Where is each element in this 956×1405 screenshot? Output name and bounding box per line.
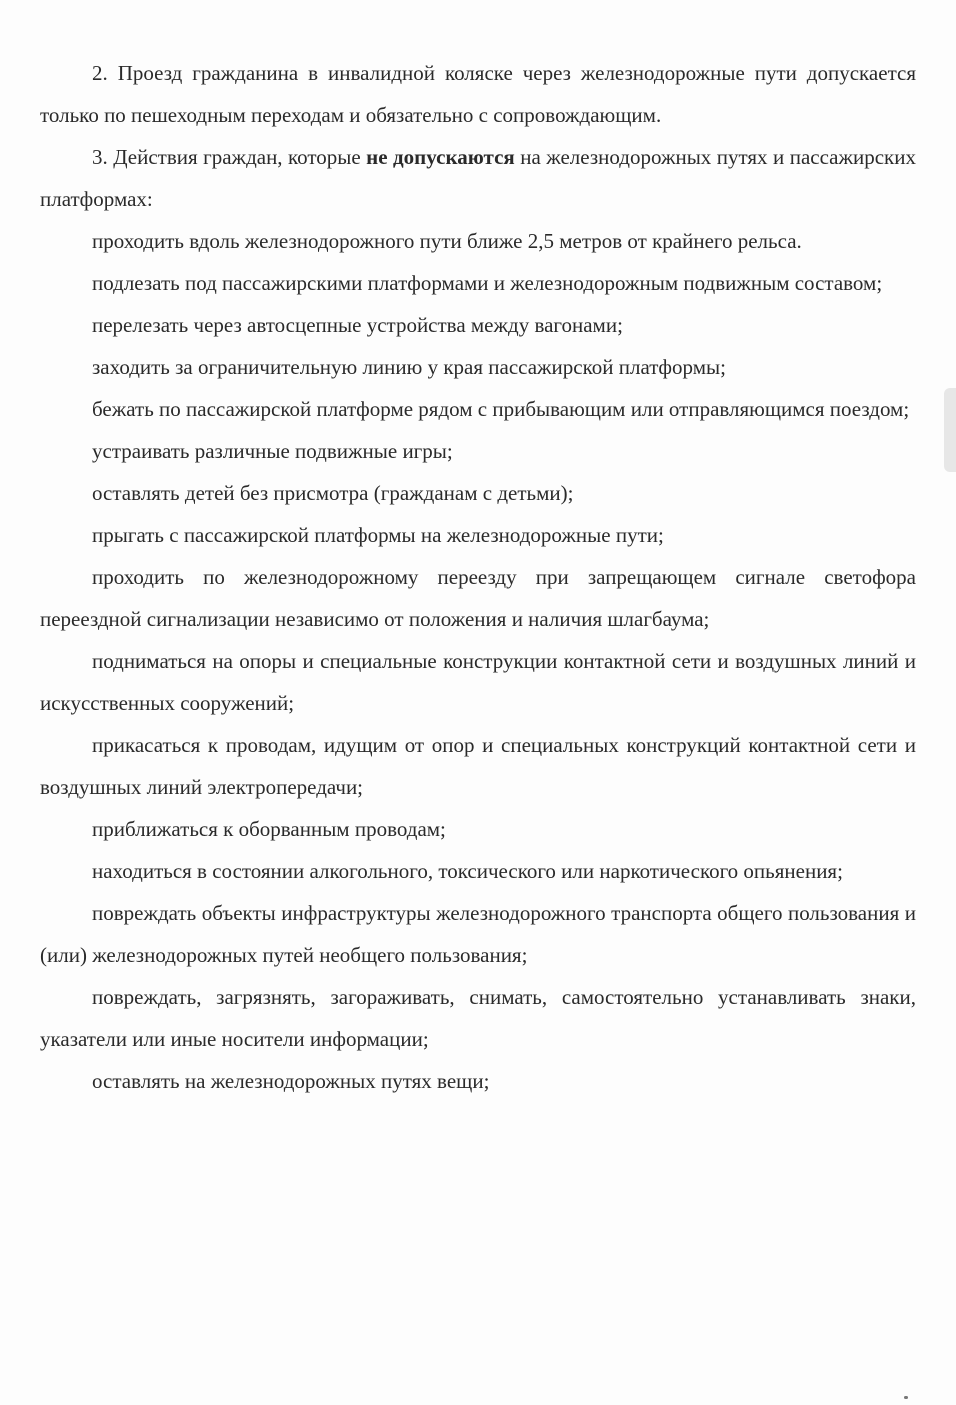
list-item: прыгать с пассажирской платформы на железнодорожные пути;: [92, 523, 664, 547]
list-item: приближаться к оборванным проводам;: [92, 817, 446, 841]
list-item: прикасаться к проводам, идущим от опор и специальных конструкций контактной сети и воздушных линий электропередачи;: [40, 733, 916, 799]
list-item: устраивать различные подвижные игры;: [92, 439, 453, 463]
list-item: бежать по пассажирской платформе рядом с прибывающим или отправляющимся поездом;: [92, 397, 910, 421]
paragraph-3: [40, 136, 916, 220]
list-item: повреждать объекты инфраструктуры железнодорожного транспорта общего пользования и (или) железнодорожных путей необщего пользования;: [40, 901, 916, 967]
list-item: находиться в состоянии алкогольного, токсического или наркотического опьянения;: [92, 859, 843, 883]
document-body: [40, 52, 916, 1102]
list-item: подниматься на опоры и специальные конструкции контактной сети и воздушных линий и искусственных сооружений;: [40, 649, 916, 715]
list-item: повреждать, загрязнять, загораживать, снимать, самостоятельно устанавливать знаки, указатели или иные носители информации;: [40, 985, 916, 1051]
scan-edge-shadow: [944, 388, 956, 472]
paragraph-2: 2. Проезд гражданина в инвалидной коляске через железнодорожные пути допускается только по пешеходным переходам и обязательно с сопровождающим.: [40, 61, 916, 127]
list-item: проходить по железнодорожному переезду при запрещающем сигнале светофора переездной сигнализации независимо от положения и наличия шлагбаума;: [40, 565, 916, 631]
paragraph-3-bold-phrase: не допускаются: [366, 145, 515, 169]
list-item: оставлять детей без присмотра (гражданам с детьми);: [92, 481, 574, 505]
list-item: проходить вдоль железнодорожного пути ближе 2,5 метров от крайнего рельса.: [92, 229, 802, 253]
list-item: перелезать через автосцепные устройства между вагонами;: [92, 313, 623, 337]
scan-speck: [904, 1396, 908, 1399]
list-item: оставлять на железнодорожных путях вещи;: [92, 1069, 490, 1093]
paragraph-3-text-end: на железнодорожных путях и пассажирских платформах:: [40, 145, 917, 211]
paragraph-3-text-start: 3. Действия граждан, которые: [92, 145, 367, 169]
list-item: подлезать под пассажирскими платформами и железнодорожным подвижным составом;: [92, 271, 883, 295]
list-item: заходить за ограничительную линию у края пассажирской платформы;: [92, 355, 726, 379]
